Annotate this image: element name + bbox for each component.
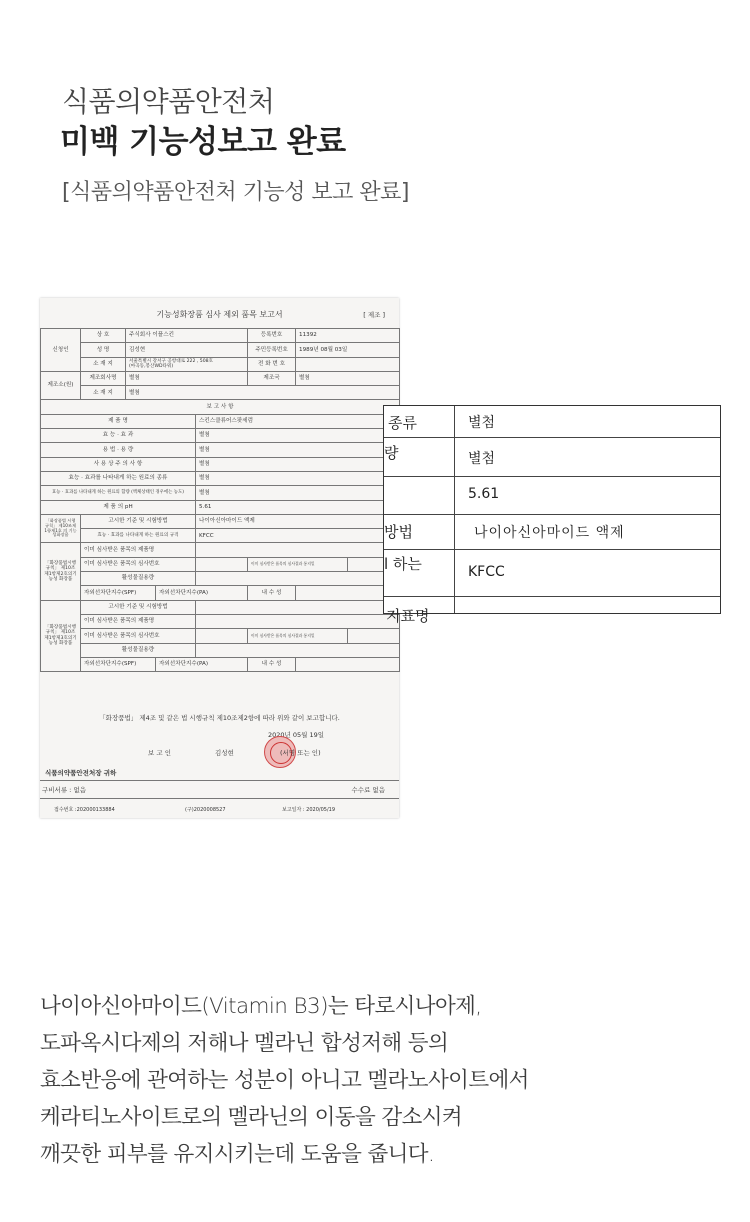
reporter-label: 보 고 인 (148, 749, 171, 757)
maker-address-value: 별첨 (126, 386, 400, 400)
zoom-detail-box (383, 405, 721, 625)
group1-test-label: 고시한 기준 및 시험방법 (81, 514, 196, 528)
group3-prod-name-value (196, 614, 400, 628)
group3-spf-label: 자외선차단지수(SPF) (81, 657, 156, 671)
group3-water-label: 내 수 성 (248, 657, 296, 671)
group3-notice-value (348, 629, 400, 643)
company-value: 주식회사 이플스킨 (126, 329, 248, 343)
group3-test-value (196, 600, 400, 614)
row-value: 별첨 (196, 443, 400, 457)
resident-label: 주민등록번호 (248, 343, 296, 357)
review-number: (구)2020008527 (185, 807, 226, 813)
zoom-value: 별첨 (468, 451, 496, 467)
name-label: 성 명 (81, 343, 126, 357)
group1-spec-label: 효능 · 효과를 나타내게 하는 원료의 규격 (81, 529, 196, 543)
group2-prod-no-value (196, 557, 248, 571)
zoom-value: 별첨 (468, 415, 496, 431)
resident-value: 1989년 08월 03일 (296, 343, 400, 357)
recipient: 식품의약품안전처장 귀하 (45, 769, 117, 777)
description-line: 효소반응에 관여하는 성분이 아니고 멜라노사이트에서 (40, 1068, 529, 1093)
row-label: 효능 · 효과를 나타내게 하는 원료의 함량 (액체상태인 경우에는 농도) (41, 486, 196, 500)
group2-title: 「화장품법시행규칙」 제10조제1항제2호의기능성 화장품 (41, 543, 81, 600)
fee-label: 수수료 없음 (351, 786, 385, 794)
address-value (126, 357, 248, 371)
maker-country-value: 별첨 (296, 371, 400, 385)
group2-pa-label: 자외선차단지수(PA) (156, 586, 248, 600)
row-value: 별첨 (196, 486, 400, 500)
zoom-label: l 하는 (384, 555, 422, 573)
sign-text: (서명 또는 인) (280, 749, 321, 757)
maker-name-label: 제조회사명 (81, 371, 126, 385)
row-value: 5.61 (196, 500, 400, 514)
attachment-row (40, 780, 399, 799)
reg-value: 11392 (296, 329, 400, 343)
group3-test-label: 고시한 기준 및 시험방법 (81, 600, 196, 614)
group2-prod-name-label: 이미 심사받은 품목의 제품명 (81, 543, 196, 557)
description-line: 깨끗한 피부를 유지시키는데 도움을 줍니다. (40, 1142, 435, 1167)
applicant-section: 신청인 (41, 329, 81, 372)
header-title: 미백 기능성보고 완료 (60, 124, 346, 160)
reporter-name: 김성현 (215, 749, 234, 757)
zoom-value: 나이아신아마이드 액제 (474, 525, 625, 541)
group3-prod-no-label: 이미 심사받은 품목의 심사번호 (81, 629, 196, 643)
row-label: 효능 · 효과를 나타내게 하는 원료의 종류 (41, 471, 196, 485)
zoom-row (384, 550, 720, 597)
maker-address-label: 소 재 지 (81, 386, 126, 400)
row-value: 별첨 (196, 457, 400, 471)
row-label: 제 품 의 pH (41, 500, 196, 514)
zoom-label: 량 (384, 444, 399, 462)
group3-prod-name-label: 이미 심사받은 품목의 제품명 (81, 614, 196, 628)
group1-title: 「화장품법 시행규칙」 제10조제1항제1호 의 기능성화장품 (41, 514, 81, 543)
group3-pa-label: 자외선차단지수(PA) (156, 657, 248, 671)
group2-prod-name-value (196, 543, 400, 557)
zoom-row (384, 597, 720, 625)
address-line: 서울특별시 강서구 공항대로 222 , 508호 (129, 359, 213, 365)
document-date: 2020년 05월 19일 (268, 731, 325, 739)
header-agency: 식품의약품안전처 (62, 85, 275, 118)
receipt-number: 접수번호 :202000133884 (54, 807, 115, 813)
zoom-row (384, 438, 720, 477)
description-line: 나이아신아마이드(Vitamin B3)는 타로시나아제, (40, 994, 482, 1019)
document-tag: [ 제조 ] (363, 311, 385, 319)
zoom-row (384, 477, 720, 515)
group2-notice: 이미 심사받은 품목의 심사결과 통지일 (248, 557, 348, 571)
zoom-label: 지표명 (386, 607, 430, 625)
group1-test-value: 나이아신아마이드 액제 (196, 514, 400, 528)
zoom-value: 5.61 (468, 486, 500, 502)
group2-water-label: 내 수 성 (248, 586, 296, 600)
document-title: 기능성화장품 심사 제외 품목 보고서 (156, 310, 283, 319)
group3-title: 「화장품법시행규칙」 제10조제1항제3호의기능성 화장품 (41, 600, 81, 671)
group3-ingredient-value (196, 643, 400, 657)
group3-water-value (296, 657, 400, 671)
phone-value (296, 357, 400, 371)
report-header: 보 고 사 항 (41, 400, 400, 414)
row-value: 별첨 (196, 471, 400, 485)
report-date: 보고일자 : 2020/05/19 (282, 807, 336, 813)
group2-ingredient-label: 활성물질용량 (81, 572, 196, 586)
maker-name-value: 별첨 (126, 371, 248, 385)
group2-spf-label: 자외선차단지수(SPF) (81, 586, 156, 600)
company-label: 상 호 (81, 329, 126, 343)
address-label: 소 재 지 (81, 357, 126, 371)
group3-ingredient-label: 활성물질용량 (81, 643, 196, 657)
row-label: 용 법 · 용 량 (41, 443, 196, 457)
description-line: 케라티노사이트로의 멜라닌의 이동을 감소시켜 (40, 1105, 463, 1130)
attachment-label: 구비서류 : 없음 (42, 786, 86, 794)
scanned-report-document (40, 298, 399, 818)
zoom-label: 방법 (384, 523, 413, 541)
document-statement: 「화장품법」 제4조 및 같은 법 시행규칙 제10조제2항에 따라 위와 같이 보고합니다. (99, 714, 340, 722)
row-value: 별첨 (196, 429, 400, 443)
address-sub: (마곡동,봉산WD타워) (129, 364, 174, 370)
phone-label: 전 화 번 호 (248, 357, 296, 371)
report-table (40, 328, 400, 672)
zoom-label: 종류 (388, 414, 417, 432)
row-label: 사 용 상 주 의 사 항 (41, 457, 196, 471)
zoom-row (384, 515, 720, 550)
maker-section: 제조소(원) (41, 371, 81, 400)
group2-prod-no-label: 이미 심사받은 품목의 심사번호 (81, 557, 196, 571)
group2-ingredient-value (196, 572, 400, 586)
description-line: 도파옥시다제의 저해나 멜라닌 합성저해 등의 (40, 1031, 449, 1056)
group3-notice: 이미 심사받은 품목의 심사결과 통지일 (248, 629, 348, 643)
zoom-row (384, 406, 720, 438)
reg-label: 등록번호 (248, 329, 296, 343)
zoom-value: KFCC (468, 564, 505, 580)
description-text (40, 988, 720, 1173)
row-label: 효 능 · 효 과 (41, 429, 196, 443)
maker-country-label: 제조국 (248, 371, 296, 385)
row-label: 제 품 명 (41, 414, 196, 428)
group3-prod-no-value (196, 629, 248, 643)
header-subtitle: [식품의약품안전처 기능성 보고 완료] (62, 180, 409, 205)
name-value: 김성현 (126, 343, 248, 357)
row-value: 스킨스클류어스팟세럼 (196, 414, 400, 428)
group1-spec-value: KFCC (196, 529, 400, 543)
